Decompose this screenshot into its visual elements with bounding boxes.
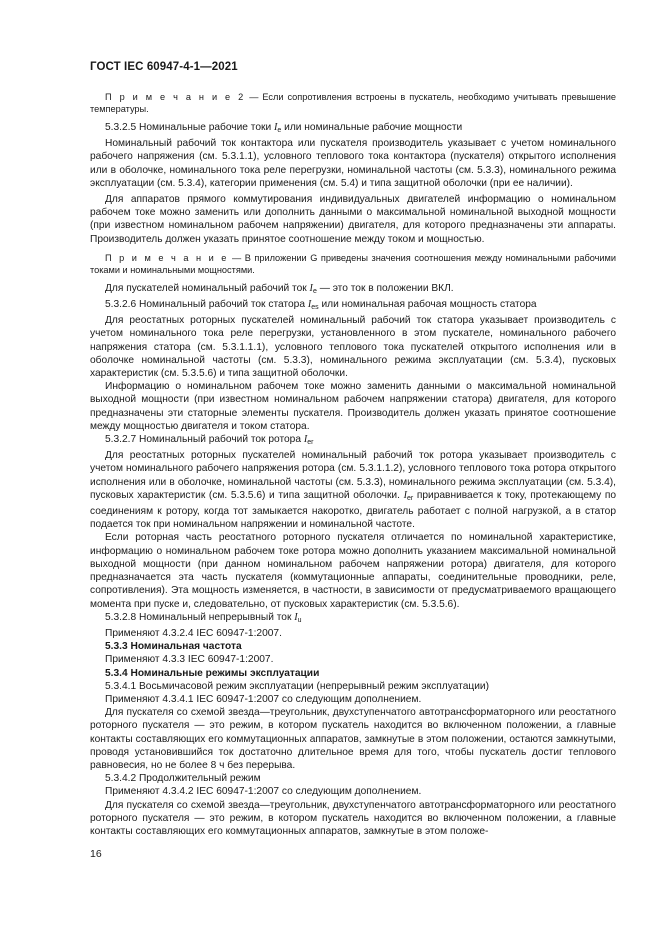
paragraph-text: — это ток в положении ВКЛ.: [316, 282, 454, 294]
paragraph-text: Для реостатных роторных пускателей номинальный рабочий ток ротора указывает производитель с учетом номинального рабочего напряжения ротора (см. 5.3.1.1.2), условного теплового тока ротора открытого исполнения или в оболочке, номинальной частоты (см. 5.3.3), номинального режима эксплуатации (см. 5.3.4), пусковых характеристик (см. 5.3.5.6) и типа защитной оболочки.: [90, 450, 616, 501]
paragraph: Для реостатных роторных пускателей номинальный рабочий ток статора указывает производитель с учетом номинального тока реле перегрузки, установленного в этом пускателе, номинального рабочего напряжения статора (см. 5.3.1.1.1), условного теплового тока пускателей открытого исполнения или в оболочке номинальной частоты (см. 5.3.3), номинального режима эксплуатации (см. 5.3.4), пусковых характеристик (см. 5.3.5.6) и типа защитной оболочки.: [90, 315, 616, 380]
heading-text: или номинальные рабочие мощности: [281, 122, 463, 133]
heading-text: 5.3.2.6 Номинальный рабочий ток статора: [105, 299, 308, 311]
note-text: — В приложении G приведены значения соотношения между номинальными рабочими токами и номинальными мощностями.: [90, 252, 616, 275]
symbol-i: I: [294, 611, 298, 623]
note-label: П р и м е ч а н и е 2: [105, 92, 246, 102]
heading-text: 5.3.3 Номинальная частота: [105, 641, 242, 653]
heading-text: 5.3.2.5 Номинальные рабочие токи: [105, 122, 274, 133]
note-2: [90, 91, 616, 115]
symbol-subscript: er: [406, 494, 414, 502]
heading-text: 5.3.2.7 Номинальный рабочий ток ротора: [105, 434, 304, 446]
paragraph: Применяют 4.3.4.2 IEC 60947-1:2007 со следующим дополнением.: [105, 786, 422, 798]
heading-text: 5.3.4 Номинальные режимы эксплуатации: [105, 667, 320, 679]
symbol-subscript: u: [297, 616, 302, 624]
symbol-i: I: [274, 122, 278, 133]
note: [90, 252, 616, 276]
symbol-subscript: er: [307, 439, 314, 447]
symbol-subscript: e: [277, 127, 282, 134]
document-body: [90, 91, 616, 838]
paragraph: Информацию о номинальном рабочем токе можно заменить данными о максимальной номинальной выходной мощности (при известном номинальном рабочем напряжении статора) двигателя, для которого предназначены эти статорные элементы пускателя. Производитель должен указать принятое соотношение между мощностью двигателя и током статора.: [90, 381, 616, 432]
clause-5-3-2-5-heading: [90, 121, 616, 137]
paragraph-text: Для пускателей номинальный рабочий ток: [105, 282, 310, 294]
symbol-i: I: [309, 282, 313, 294]
document-header: ГОСТ IEC 60947-4-1—2021: [90, 61, 238, 73]
paragraph: Применяют 4.3.3 IEC 60947-1:2007.: [105, 654, 274, 666]
paragraph: [90, 449, 616, 531]
symbol-i: I: [303, 434, 308, 446]
clause-5-3-4-heading: [90, 667, 616, 680]
clause-5-3-2-7-heading: [90, 433, 616, 449]
symbol-subscript: e: [312, 287, 317, 295]
heading-text: или номинальная рабочая мощность статора: [318, 299, 537, 311]
paragraph: [90, 282, 616, 298]
clause-5-3-2-8-heading: [90, 611, 616, 627]
note-text: — Если сопротивления встроены в пускатель, необходимо учитывать превышение температуры.: [90, 92, 616, 114]
clause-5-3-3-heading: [90, 640, 616, 653]
paragraph: Для аппаратов прямого коммутирования индивидуальных двигателей информацию о номинальном рабочем токе можно заменить или дополнить данными о максимальной номинальной выходной мощности (при известном номинальном рабочем напряжении) двигателя, для которого предназначены эти аппараты. Производитель должен указать принятое соотношение между током и мощностью.: [90, 194, 616, 245]
clause-5-3-2-6-heading: [90, 298, 616, 314]
note-label: П р и м е ч а н и е: [105, 252, 229, 263]
paragraph: Для пускателя со схемой звезда—треугольник, двухступенчатого автотрансформаторного или реостатного роторного пускателя — это режим, в котором пускатель находится во включенном положении, а главные контакты составляющих его коммутационных аппаратов, замкнутые в этом положении, остаются замкнутыми, проводя установившийся ток достаточно длительное время для того, чтобы пускатель достиг теплового равновесия, но не более 8 ч без перерыва.: [90, 707, 616, 771]
symbol-i: I: [307, 299, 312, 311]
paragraph-text: приравнивается к току, протекающему по соединениям к ротору, когда тот замыкается накоротко, двигатель работает с полной нагрузкой, а в статор подается ток при номинальном напряжении и номинальной частоте.: [90, 489, 617, 531]
paragraph: Для пускателя со схемой звезда—треугольник, двухступенчатого автотрансформаторного или реостатного роторного пускателя — это режим, в котором пускатель находится во включенном положении, а главные контакты составляющих его коммутационных аппаратов, замкнутые в этом положе-: [90, 799, 616, 837]
clause-5-3-4-2-heading: 5.3.4.2 Продолжительный режим: [105, 773, 261, 785]
paragraph: Применяют 4.3.4.1 IEC 60947-1:2007 со следующим дополнением.: [105, 693, 422, 705]
symbol-i: I: [403, 489, 407, 501]
clause-5-3-4-1-heading: 5.3.4.1 Восьмичасовой режим эксплуатации (непрерывный режим эксплуатации): [105, 680, 489, 692]
page-number: 16: [90, 848, 102, 860]
heading-text: 5.3.2.8 Номинальный непрерывный ток: [105, 611, 295, 623]
paragraph: Применяют 4.3.2.4 IEC 60947-1:2007.: [105, 627, 282, 639]
symbol-subscript: es: [311, 304, 319, 312]
paragraph: Если роторная часть реостатного роторного пускателя отличается по номинальной характеристике, информацию о номинальном рабочем токе ротора можно дополнить указанием максимальной номинальной выходной мощности (при данном номинальном рабочем напряжении ротора) двигателя, для которого предназначается эта часть пускателя (коммутационные аппараты, соединительные проводники, реле, сопротивления). Эта мощность изменяется, в частности, в зависимости от предусматриваемого вращающего момента при пуске и, следовательно, от пусковых характеристик (см. 5.3.5.6).: [90, 532, 616, 610]
paragraph: Номинальный рабочий ток контактора или пускателя производитель указывает с учетом номинального рабочего напряжения (см. 5.3.1.1), условного теплового тока контактора (пускателя) открытого исполнения или в оболочке, номинального тока реле перегрузки, номинальной частоты (см. 5.3.3), номинального режима эксплуатации (см. 5.3.4), категории применения (см. 5.4) и типа защитной оболочки (при ее наличии).: [90, 138, 616, 189]
